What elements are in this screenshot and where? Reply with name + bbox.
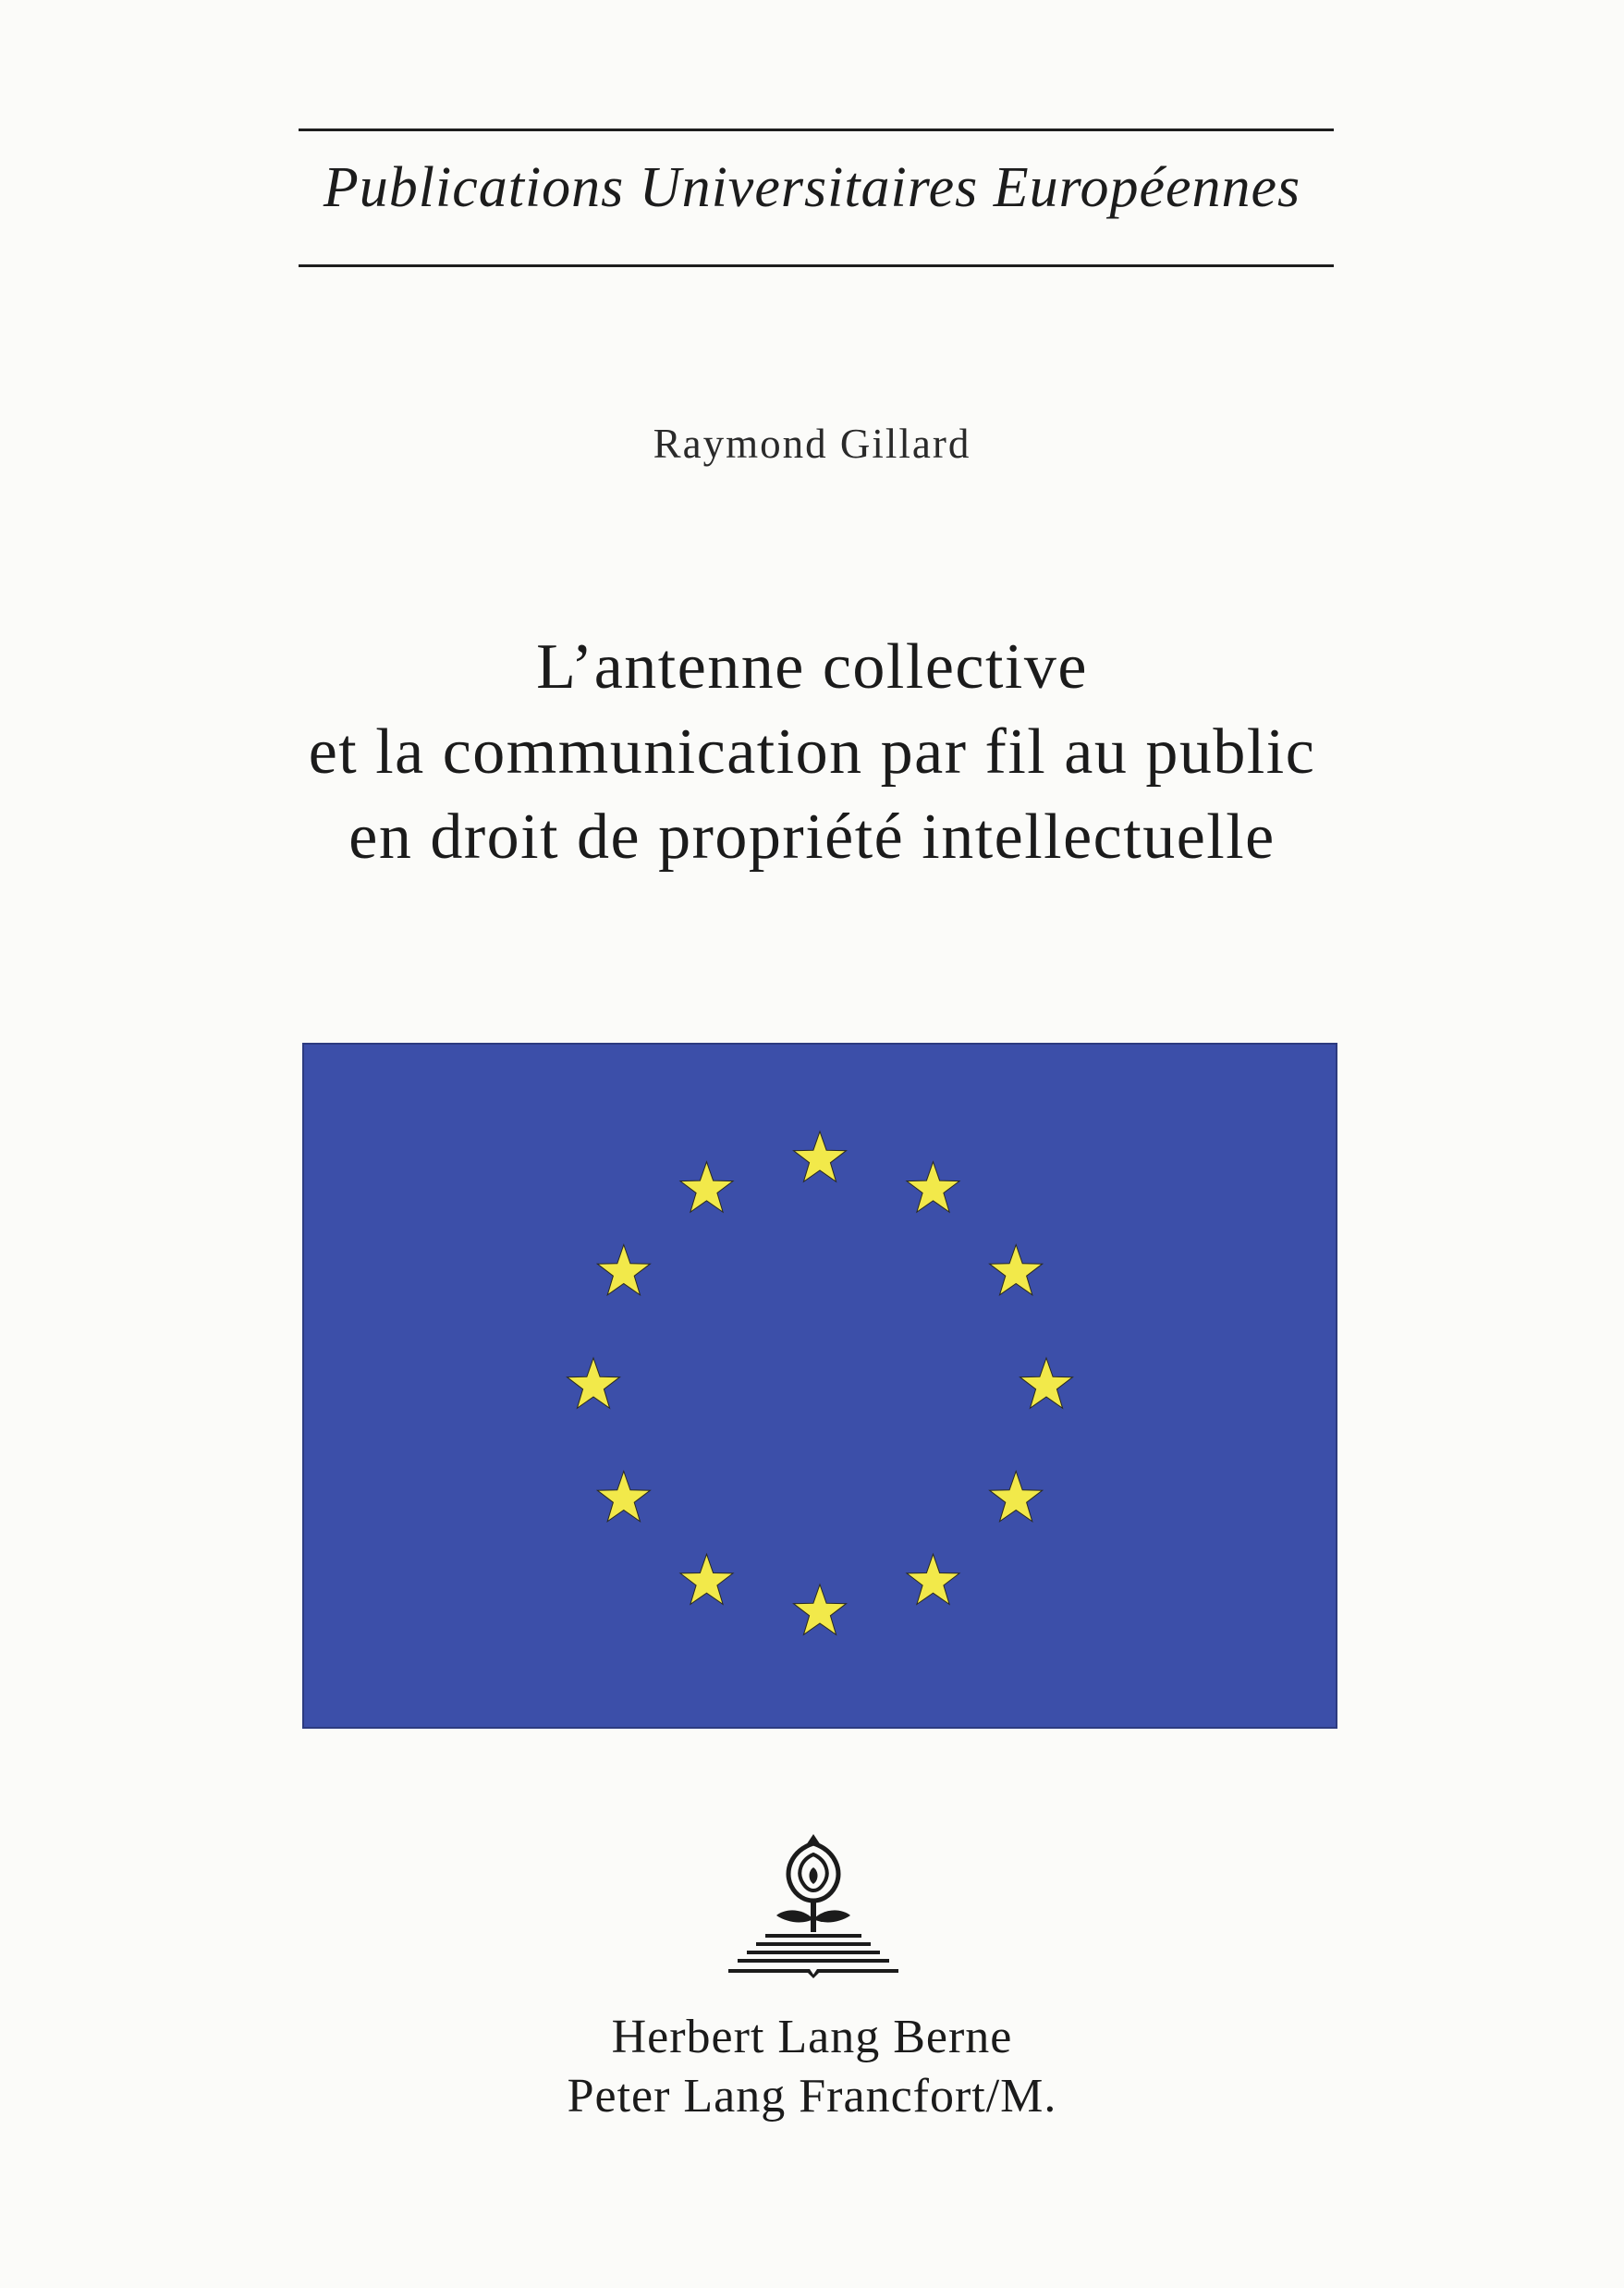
star-icon bbox=[680, 1554, 733, 1604]
book-title bbox=[0, 625, 1624, 880]
star-icon bbox=[568, 1358, 620, 1408]
star-icon bbox=[794, 1584, 847, 1634]
flower-book-icon bbox=[728, 1830, 898, 1978]
star-icon bbox=[907, 1554, 959, 1604]
bottom-rule bbox=[299, 264, 1334, 267]
title-line-3: en droit de propriété intellectuelle bbox=[348, 801, 1276, 873]
publisher-line-1: Herbert Lang Berne bbox=[611, 2011, 1013, 2063]
top-rule bbox=[299, 128, 1334, 131]
series-title: Publications Universitaires Européennes bbox=[323, 156, 1301, 219]
flag-stars bbox=[568, 1132, 1073, 1634]
title-line-2: et la communication par fil au public bbox=[308, 716, 1316, 788]
star-icon bbox=[990, 1472, 1043, 1522]
publisher-line-2: Peter Lang Francfort/M. bbox=[567, 2070, 1057, 2123]
star-icon bbox=[1020, 1358, 1073, 1408]
star-icon bbox=[680, 1162, 733, 1212]
author-name: Raymond Gillard bbox=[653, 421, 971, 467]
publisher-imprint bbox=[0, 2008, 1624, 2126]
european-flag bbox=[302, 1043, 1337, 1729]
european-flag-graphic bbox=[304, 1045, 1336, 1727]
title-line-1: L’antenne collective bbox=[536, 631, 1088, 703]
star-icon bbox=[990, 1245, 1043, 1295]
star-icon bbox=[794, 1132, 847, 1181]
star-icon bbox=[597, 1472, 650, 1522]
star-icon bbox=[907, 1162, 959, 1212]
star-icon bbox=[597, 1245, 650, 1295]
